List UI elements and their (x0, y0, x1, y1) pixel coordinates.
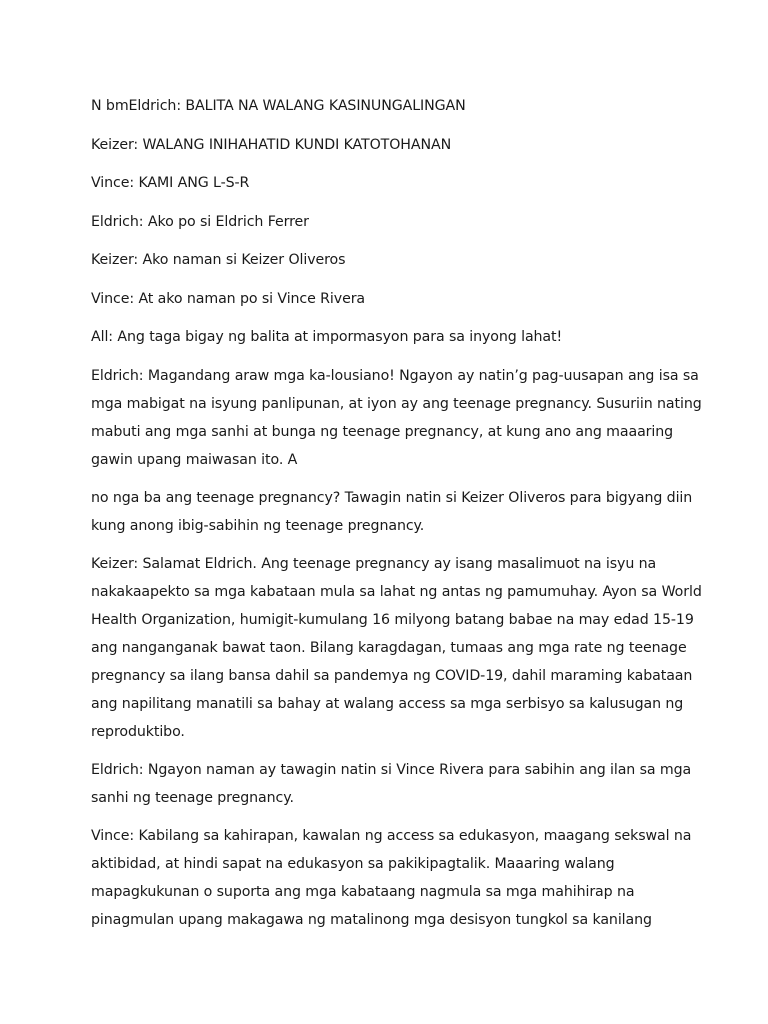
script-paragraph-eldrich-opening: Eldrich: Magandang araw mga ka-lousiano! Ngayon ay natin’g pag-uusapan ang isa sa mga mabigat na isyung panlipunan, at iyon ay ang teenage pregnancy. Susuriin nating mabuti ang mga sanhi at bunga ng teenage pregnancy, at kung ano ang maaaring gawin upang maiwasan ito. A (91, 367, 702, 468)
script-paragraph-eldrich-transition: Eldrich: Ngayon naman ay tawagin natin si Vince Rivera para sabihin ang ilan sa mga sanhi ng teenage pregnancy. (91, 761, 692, 806)
script-paragraph-question: no nga ba ang teenage pregnancy? Tawagin natin si Keizer Oliveros para bigyang diin kung anong ibig-sabihin ng teenage pregnancy. (91, 489, 693, 534)
script-line-eldrich-intro: Eldrich: Ako po si Eldrich Ferrer (91, 213, 309, 230)
script-line-keizer-tagline: Keizer: WALANG INIHAHATID KUNDI KATOTOHANAN (91, 136, 452, 153)
script-paragraph-keizer: Keizer: Salamat Eldrich. Ang teenage pregnancy ay isang masalimuot na isyu na nakakaapekto sa mga kabataan mula sa lahat ng antas ng pamumuhay. Ayon sa World Health Organization, humigit-kumulang 16 milyong batang babae na may edad 15-19 ang nanganganak bawat taon. Bilang karagdagan, tumaas ang mga rate ng teenage pregnancy sa ilang bansa dahil sa pandemya ng COVID-19, dahil maraming kabataan ang napilitang manatili sa bahay at walang access sa mga serbisyo sa kalusugan ng reproduktibo. (91, 555, 702, 740)
script-line-vince-tagline: Vince: KAMI ANG L-S-R (91, 175, 250, 191)
script-paragraph-vince: Vince: Kabilang sa kahirapan, kawalan ng access sa edukasyon, maagang sekswal na aktibidad, at hindi sapat na edukasyon sa pakikipagtalik. Maaaring walang mapagkukunan o suporta ang mga kabataang nagmula sa mga mahihirap na pinagmulan upang makagawa ng matalinong mga desisyon tungkol sa kanilang (91, 827, 692, 928)
script-line-title: N bmEldrich: BALITA NA WALANG KASINUNGALINGAN (91, 98, 466, 114)
script-line-keizer-intro: Keizer: Ako naman si Keizer Oliveros (91, 252, 346, 268)
script-line-all: All: Ang taga bigay ng balita at impormasyon para sa inyong lahat! (91, 329, 563, 345)
script-line-vince-intro: Vince: At ako naman po si Vince Rivera (91, 290, 366, 307)
